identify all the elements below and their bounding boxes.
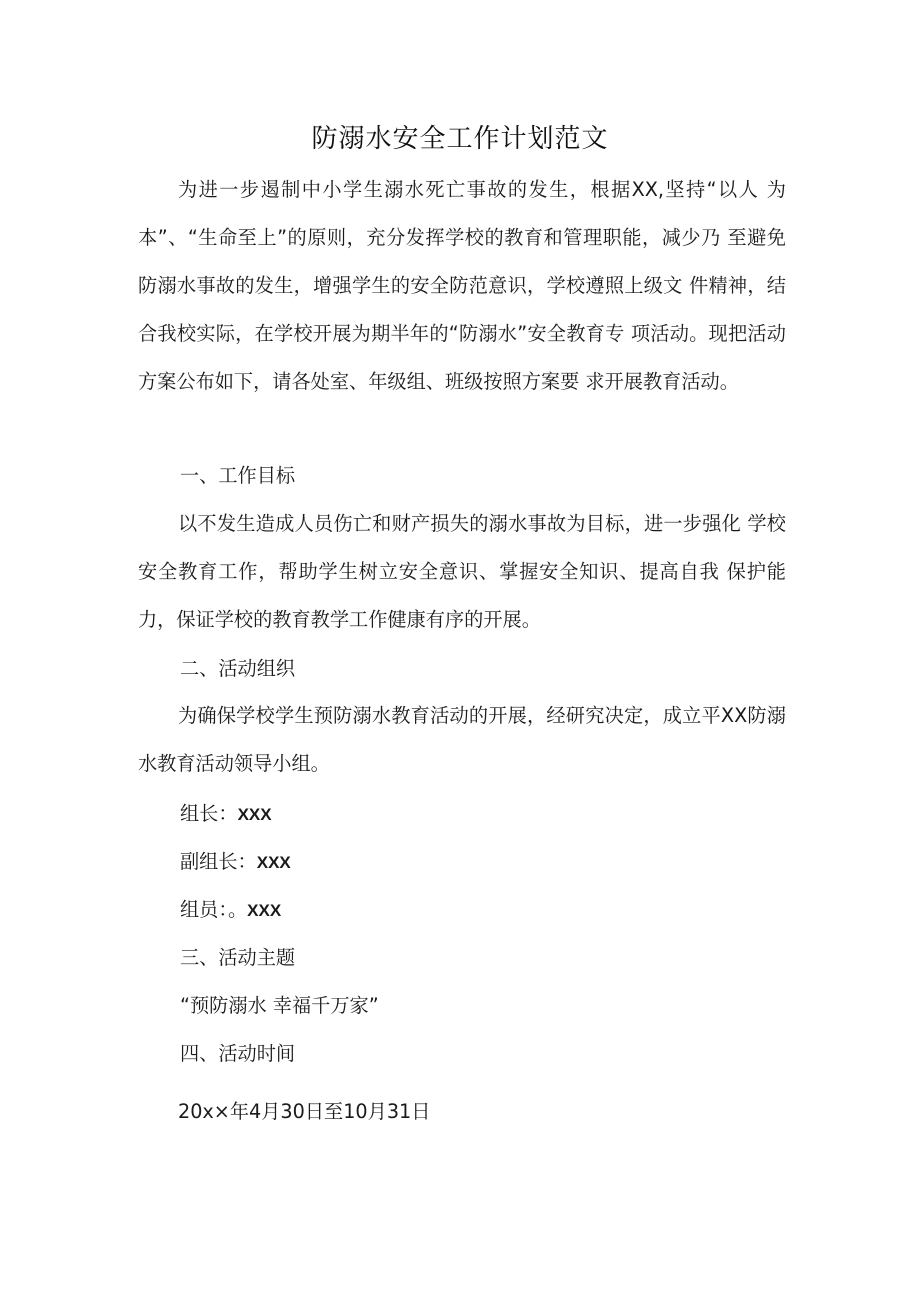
goals-paragraph: 以不发生造成人员伤亡和财产损失的溺水事故为目标，进一步强化 学校安全教育工作，帮助学生树立安全意识、掌握安全知识、提高自我 保护能力，保证学校的教育教学工作健康有序的开展。: [138, 512, 786, 631]
members-line: [180, 898, 281, 923]
group-leader-line: [180, 802, 272, 827]
intro-paragraph: 为进一步遏制中小学生溺水死亡事故的发生，根据XX,坚持“以人 为本”、“生命至上”的原则，充分发挥学校的教育和管理职能，减少乃 至避免防溺水事故的发生，增强学生的安全防范意识，学校遵照上级文 件精神，结合我校实际，在学校开展为期半年的“防溺水”安全教育专 项活动。现把活动方案公布如下，请各处室、年级组、班级按照方案要 求开展教育活动。: [138, 178, 786, 393]
deputy-leader-value: XXX: [256, 853, 291, 872]
section-heading-theme: 三、活动主题: [180, 946, 296, 969]
members-label: 组员：。: [180, 898, 248, 921]
section-heading-time: 四、活动时间: [180, 1042, 296, 1065]
section-heading-organization: 二、活动组织: [180, 657, 296, 680]
activity-time: 20x×年4月30日至10月31日: [178, 1100, 431, 1123]
group-leader-value: XXX: [237, 805, 272, 824]
group-leader-label: 组长：: [180, 802, 238, 825]
organization-paragraph: 为确保学校学生预防溺水教育活动的开展，经研究决定，成立平XX防溺水教育活动领导小组。: [138, 704, 786, 775]
deputy-leader-label: 副组长：: [180, 850, 257, 873]
section-heading-goals: 一、工作目标: [180, 464, 296, 487]
activity-theme: “预防溺水 幸福千万家”: [180, 994, 379, 1017]
members-value: XXX: [247, 901, 282, 920]
deputy-leader-line: [180, 850, 291, 875]
document-title: 防溺水安全工作计划范文: [311, 124, 609, 154]
